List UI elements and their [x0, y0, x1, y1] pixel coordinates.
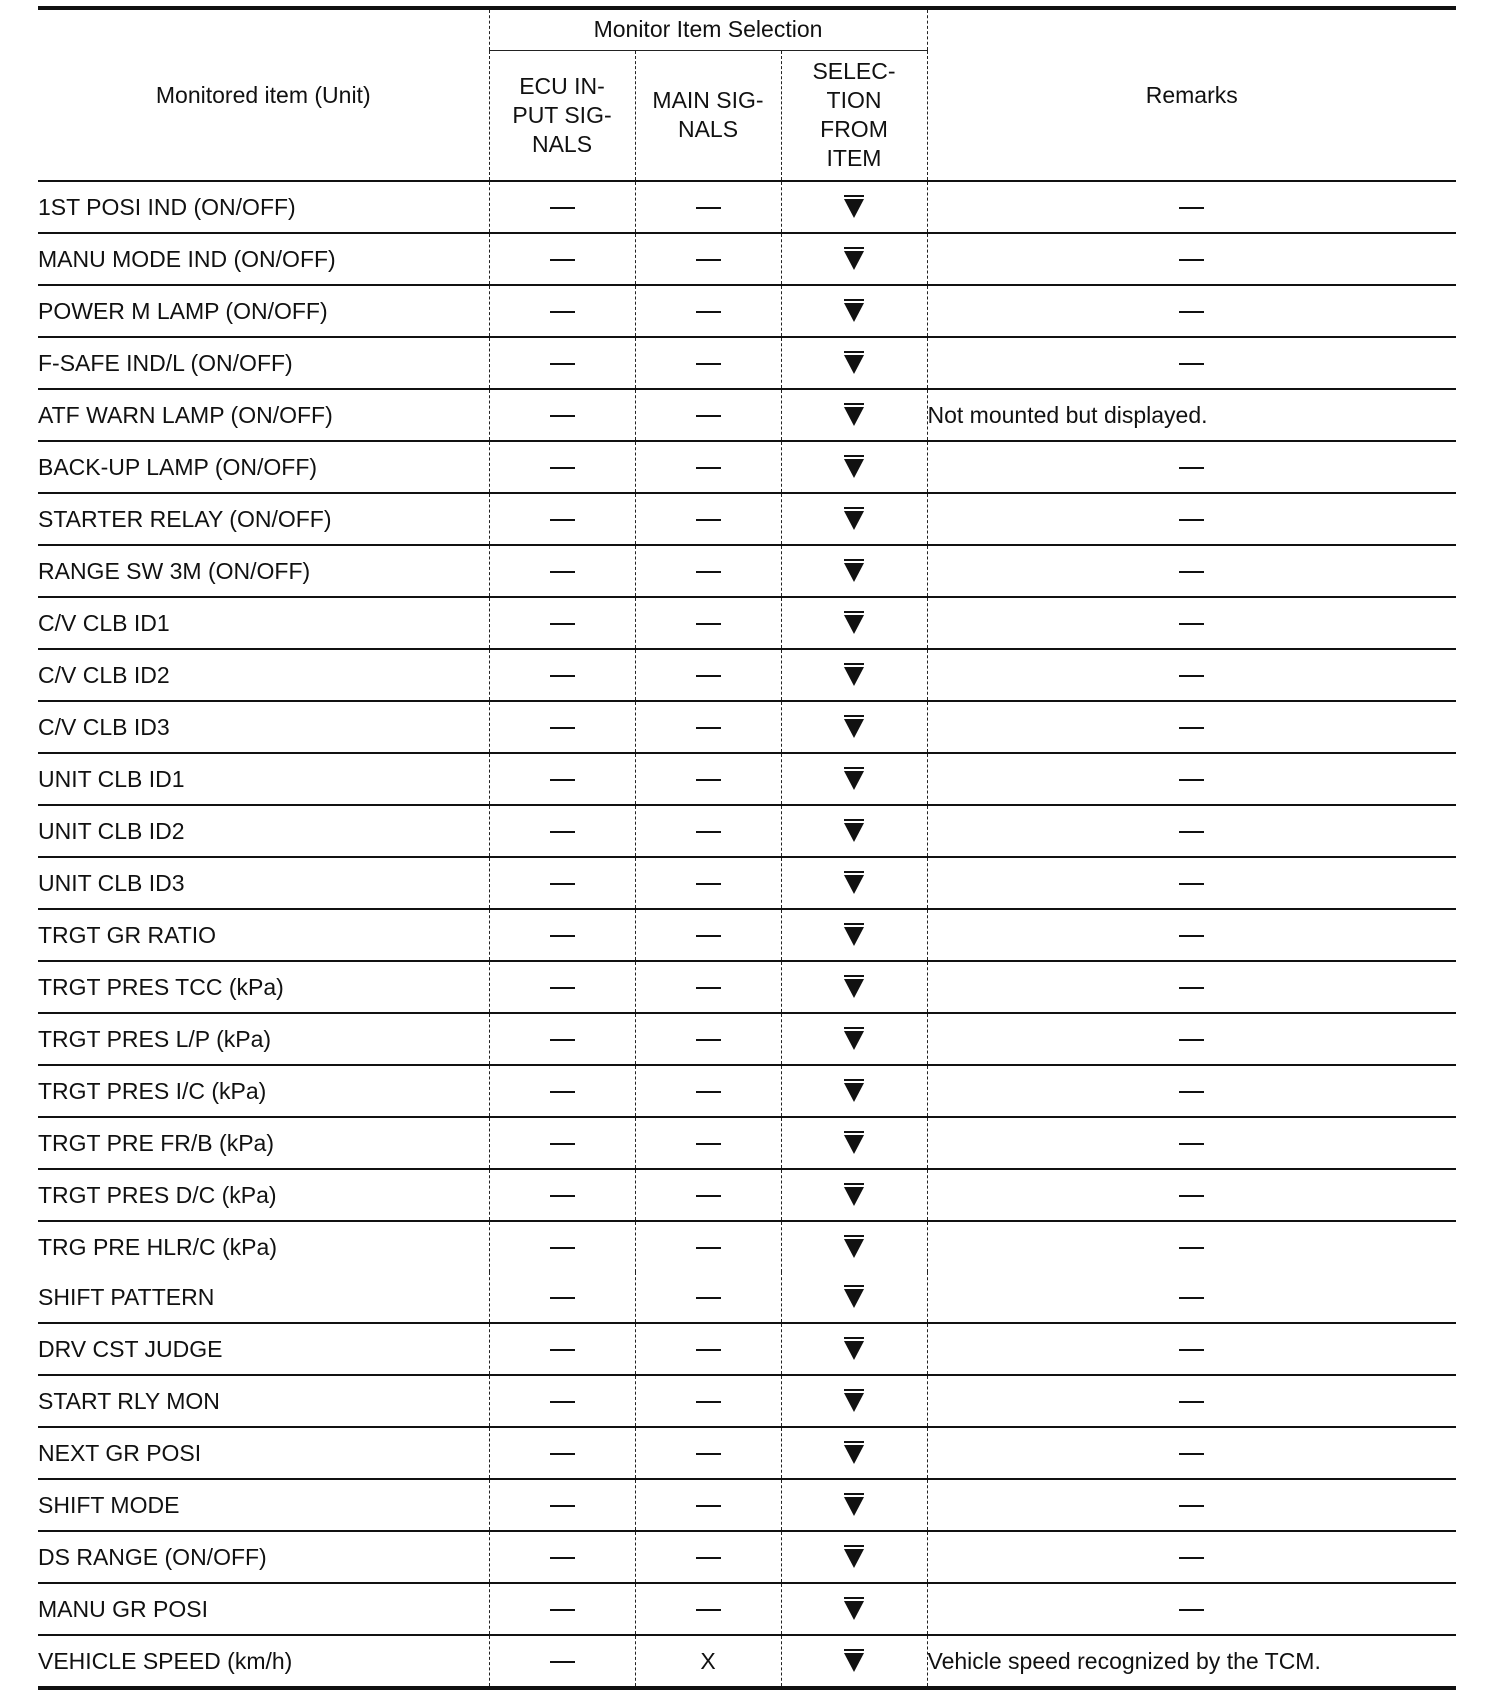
selection-cell	[781, 597, 927, 649]
main-signals-cell	[635, 1583, 781, 1635]
remarks-cell	[927, 701, 1456, 753]
monitored-item-cell: MANU MODE IND (ON/OFF)	[38, 233, 489, 285]
remarks-dash-mark	[1179, 1401, 1204, 1403]
main-signals-dash-mark	[696, 571, 721, 573]
main-signals-dash-mark	[696, 1349, 721, 1351]
main-signals-cell	[635, 285, 781, 337]
selection-cell	[781, 1221, 927, 1272]
remarks-cell	[927, 389, 1456, 441]
remarks-dash-mark	[1179, 1557, 1204, 1559]
table-row	[38, 1635, 1456, 1688]
monitored-item-cell: RANGE SW 3M (ON/OFF)	[38, 545, 489, 597]
remarks-cell	[927, 961, 1456, 1013]
remarks-dash-mark	[1179, 883, 1204, 885]
selection-cell	[781, 233, 927, 285]
remarks-dash-mark	[1179, 1349, 1204, 1351]
selection-triangle-icon	[844, 1187, 864, 1206]
monitored-item-cell: TRGT PRE FR/B (kPa)	[38, 1117, 489, 1169]
selection-cell	[781, 1065, 927, 1117]
main-signals-cell	[635, 1531, 781, 1583]
remarks-dash-mark	[1179, 779, 1204, 781]
selection-triangle-icon	[844, 1601, 864, 1620]
main-signals-dash-mark	[696, 987, 721, 989]
main-signals-cell	[635, 805, 781, 857]
monitor-item-table	[38, 6, 1456, 1690]
remarks-cell	[927, 597, 1456, 649]
monitored-item-cell: TRG PRE HLR/C (kPa)	[38, 1221, 489, 1272]
main-signals-cell	[635, 1323, 781, 1375]
remarks-text: Vehicle speed recognized by the TCM.	[927, 1647, 1321, 1674]
selection-cell	[781, 649, 927, 701]
selection-cell	[781, 389, 927, 441]
remarks-dash-mark	[1179, 987, 1204, 989]
table-row	[38, 1375, 1456, 1427]
selection-cell	[781, 545, 927, 597]
table-row	[38, 909, 1456, 961]
ecu-input-cell	[489, 597, 635, 649]
main-signals-dash-mark	[696, 1557, 721, 1559]
monitored-item-cell: ATF WARN LAMP (ON/OFF)	[38, 389, 489, 441]
table-row	[38, 1323, 1456, 1375]
main-signals-cell	[635, 1427, 781, 1479]
main-signals-cell	[635, 701, 781, 753]
ecu-input-cell	[489, 805, 635, 857]
monitored-item-cell: START RLY MON	[38, 1375, 489, 1427]
main-signals-cell	[635, 233, 781, 285]
header-ecu-input-signals: ECU IN- PUT SIG- NALS	[489, 50, 635, 181]
remarks-dash-mark	[1179, 935, 1204, 937]
main-signals-x-mark: X	[700, 1647, 716, 1674]
main-signals-dash-mark	[696, 623, 721, 625]
remarks-cell	[927, 181, 1456, 233]
remarks-cell	[927, 909, 1456, 961]
selection-triangle-icon	[844, 1341, 864, 1360]
remarks-dash-mark	[1179, 727, 1204, 729]
monitored-item-cell: C/V CLB ID3	[38, 701, 489, 753]
ecu-input-cell	[489, 1323, 635, 1375]
ecu-input-dash-mark	[550, 779, 575, 781]
selection-triangle-icon	[844, 1135, 864, 1154]
monitored-item-cell: C/V CLB ID2	[38, 649, 489, 701]
table-row	[38, 441, 1456, 493]
main-signals-dash-mark	[696, 1091, 721, 1093]
selection-triangle-icon	[844, 1393, 864, 1412]
main-signals-dash-mark	[696, 1195, 721, 1197]
ecu-input-cell	[489, 389, 635, 441]
remarks-dash-mark	[1179, 311, 1204, 313]
ecu-input-dash-mark	[550, 1143, 575, 1145]
ecu-input-dash-mark	[550, 1039, 575, 1041]
table-row	[38, 753, 1456, 805]
selection-triangle-icon	[844, 1497, 864, 1516]
ecu-input-dash-mark	[550, 1401, 575, 1403]
ecu-input-dash-mark	[550, 311, 575, 313]
main-signals-cell	[635, 597, 781, 649]
header-remarks: Remarks	[927, 8, 1456, 181]
ecu-input-cell	[489, 1583, 635, 1635]
monitored-item-cell: C/V CLB ID1	[38, 597, 489, 649]
ecu-input-cell	[489, 1375, 635, 1427]
ecu-input-dash-mark	[550, 1195, 575, 1197]
ecu-input-dash-mark	[550, 1297, 575, 1299]
remarks-cell	[927, 1065, 1456, 1117]
header-monitored-item: Monitored item (Unit)	[155, 81, 371, 108]
selection-triangle-icon	[844, 563, 864, 582]
remarks-cell	[927, 1169, 1456, 1221]
table-row	[38, 493, 1456, 545]
ecu-input-cell	[489, 1221, 635, 1272]
header-selection-from-item: SELEC- TION FROM ITEM	[781, 50, 927, 181]
ecu-input-cell	[489, 545, 635, 597]
selection-cell	[781, 701, 927, 753]
remarks-cell	[927, 1583, 1456, 1635]
selection-triangle-icon	[844, 771, 864, 790]
remarks-cell	[927, 1531, 1456, 1583]
remarks-cell	[927, 337, 1456, 389]
remarks-cell	[927, 1221, 1456, 1272]
remarks-dash-mark	[1179, 1195, 1204, 1197]
ecu-input-cell	[489, 909, 635, 961]
table-row	[38, 337, 1456, 389]
ecu-input-cell	[489, 701, 635, 753]
main-signals-cell	[635, 961, 781, 1013]
remarks-dash-mark	[1179, 623, 1204, 625]
ecu-input-dash-mark	[550, 207, 575, 209]
ecu-input-cell	[489, 441, 635, 493]
selection-cell	[781, 753, 927, 805]
ecu-input-cell	[489, 493, 635, 545]
main-signals-dash-mark	[696, 363, 721, 365]
ecu-input-dash-mark	[550, 1609, 575, 1611]
main-signals-dash-mark	[696, 1453, 721, 1455]
ecu-input-dash-mark	[550, 1091, 575, 1093]
remarks-cell	[927, 233, 1456, 285]
selection-triangle-icon	[844, 355, 864, 374]
selection-cell	[781, 337, 927, 389]
remarks-dash-mark	[1179, 831, 1204, 833]
ecu-input-cell	[489, 753, 635, 805]
remarks-dash-mark	[1179, 207, 1204, 209]
ecu-input-dash-mark	[550, 1247, 575, 1249]
selection-cell	[781, 1169, 927, 1221]
selection-triangle-icon	[844, 1031, 864, 1050]
table-row	[38, 597, 1456, 649]
remarks-cell	[927, 649, 1456, 701]
ecu-input-cell	[489, 857, 635, 909]
ecu-input-cell	[489, 337, 635, 389]
ecu-input-cell	[489, 1169, 635, 1221]
main-signals-cell	[635, 1065, 781, 1117]
remarks-dash-mark	[1179, 1091, 1204, 1093]
ecu-input-cell	[489, 1635, 635, 1688]
remarks-dash-mark	[1179, 259, 1204, 261]
monitored-item-cell: SHIFT MODE	[38, 1479, 489, 1531]
selection-cell	[781, 1375, 927, 1427]
selection-cell	[781, 1479, 927, 1531]
table-row	[38, 961, 1456, 1013]
remarks-cell	[927, 1013, 1456, 1065]
main-signals-cell	[635, 1169, 781, 1221]
selection-cell	[781, 493, 927, 545]
selection-cell	[781, 857, 927, 909]
table-row	[38, 1013, 1456, 1065]
selection-cell	[781, 805, 927, 857]
table-row	[38, 389, 1456, 441]
ecu-input-dash-mark	[550, 883, 575, 885]
ecu-input-dash-mark	[550, 1661, 575, 1663]
remarks-cell	[927, 1323, 1456, 1375]
monitored-item-cell: DRV CST JUDGE	[38, 1323, 489, 1375]
monitored-item-cell: DS RANGE (ON/OFF)	[38, 1531, 489, 1583]
main-signals-cell	[635, 1272, 781, 1323]
main-signals-cell	[635, 649, 781, 701]
selection-triangle-icon	[844, 511, 864, 530]
remarks-dash-mark	[1179, 1297, 1204, 1299]
main-signals-dash-mark	[696, 1609, 721, 1611]
ecu-input-dash-mark	[550, 571, 575, 573]
main-signals-cell	[635, 1479, 781, 1531]
remarks-dash-mark	[1179, 1505, 1204, 1507]
selection-cell	[781, 961, 927, 1013]
main-signals-dash-mark	[696, 311, 721, 313]
remarks-cell	[927, 805, 1456, 857]
remarks-dash-mark	[1179, 467, 1204, 469]
ecu-input-cell	[489, 649, 635, 701]
selection-cell	[781, 1117, 927, 1169]
ecu-input-dash-mark	[550, 259, 575, 261]
selection-cell	[781, 181, 927, 233]
selection-cell	[781, 1013, 927, 1065]
table-row	[38, 649, 1456, 701]
selection-cell	[781, 1635, 927, 1688]
selection-triangle-icon	[844, 1549, 864, 1568]
ecu-input-cell	[489, 233, 635, 285]
selection-cell	[781, 285, 927, 337]
remarks-dash-mark	[1179, 1609, 1204, 1611]
table-row	[38, 181, 1456, 233]
main-signals-dash-mark	[696, 1505, 721, 1507]
table-row	[38, 1427, 1456, 1479]
main-signals-cell	[635, 1375, 781, 1427]
ecu-input-cell	[489, 1065, 635, 1117]
monitored-item-cell: 1ST POSI IND (ON/OFF)	[38, 181, 489, 233]
table-row	[38, 233, 1456, 285]
remarks-cell	[927, 441, 1456, 493]
ecu-input-dash-mark	[550, 935, 575, 937]
main-signals-cell	[635, 389, 781, 441]
remarks-cell	[927, 1427, 1456, 1479]
main-signals-cell	[635, 493, 781, 545]
header-main-signals: MAIN SIG- NALS	[635, 50, 781, 181]
main-signals-dash-mark	[696, 831, 721, 833]
ecu-input-dash-mark	[550, 1557, 575, 1559]
remarks-cell	[927, 1375, 1456, 1427]
main-signals-dash-mark	[696, 415, 721, 417]
monitored-item-cell: STARTER RELAY (ON/OFF)	[38, 493, 489, 545]
table-row	[38, 1583, 1456, 1635]
table-row	[38, 1272, 1456, 1323]
selection-triangle-icon	[844, 303, 864, 322]
main-signals-dash-mark	[696, 1247, 721, 1249]
remarks-cell	[927, 857, 1456, 909]
selection-cell	[781, 1427, 927, 1479]
ecu-input-dash-mark	[550, 675, 575, 677]
remarks-cell	[927, 545, 1456, 597]
ecu-input-dash-mark	[550, 1349, 575, 1351]
ecu-input-cell	[489, 1013, 635, 1065]
selection-triangle-icon	[844, 667, 864, 686]
header-monitor-item-selection: Monitor Item Selection	[489, 8, 927, 50]
main-signals-dash-mark	[696, 467, 721, 469]
monitored-item-cell: UNIT CLB ID1	[38, 753, 489, 805]
remarks-cell	[927, 1272, 1456, 1323]
table-row	[38, 545, 1456, 597]
ecu-input-dash-mark	[550, 415, 575, 417]
ecu-input-cell	[489, 181, 635, 233]
selection-triangle-icon	[844, 1653, 864, 1672]
ecu-input-dash-mark	[550, 467, 575, 469]
ecu-input-dash-mark	[550, 519, 575, 521]
monitored-item-cell: POWER M LAMP (ON/OFF)	[38, 285, 489, 337]
selection-triangle-icon	[844, 1083, 864, 1102]
selection-triangle-icon	[844, 1445, 864, 1464]
table-row	[38, 1221, 1456, 1272]
monitored-item-cell: SHIFT PATTERN	[38, 1283, 215, 1310]
main-signals-dash-mark	[696, 519, 721, 521]
selection-triangle-icon	[844, 199, 864, 218]
main-signals-dash-mark	[696, 883, 721, 885]
selection-triangle-icon	[844, 927, 864, 946]
main-signals-dash-mark	[696, 207, 721, 209]
remarks-cell	[927, 493, 1456, 545]
table-row	[38, 701, 1456, 753]
selection-triangle-icon	[844, 823, 864, 842]
monitored-item-cell: TRGT GR RATIO	[38, 909, 489, 961]
ecu-input-cell	[489, 1479, 635, 1531]
remarks-dash-mark	[1179, 519, 1204, 521]
main-signals-cell	[635, 857, 781, 909]
selection-triangle-icon	[844, 407, 864, 426]
monitored-item-cell: F-SAFE IND/L (ON/OFF)	[38, 337, 489, 389]
ecu-input-cell	[489, 285, 635, 337]
main-signals-cell	[635, 181, 781, 233]
monitored-item-cell: TRGT PRES L/P (kPa)	[38, 1013, 489, 1065]
selection-triangle-icon	[844, 719, 864, 738]
table-body	[38, 181, 1456, 1688]
selection-triangle-icon	[844, 615, 864, 634]
ecu-input-dash-mark	[550, 987, 575, 989]
ecu-input-dash-mark	[550, 1453, 575, 1455]
monitored-item-cell: VEHICLE SPEED (km/h)	[38, 1635, 489, 1688]
main-signals-dash-mark	[696, 675, 721, 677]
ecu-input-dash-mark	[550, 623, 575, 625]
main-signals-cell	[635, 909, 781, 961]
ecu-input-cell	[489, 1117, 635, 1169]
main-signals-dash-mark	[696, 935, 721, 937]
main-signals-dash-mark	[696, 1143, 721, 1145]
ecu-input-cell	[489, 961, 635, 1013]
selection-cell	[781, 909, 927, 961]
main-signals-dash-mark	[696, 727, 721, 729]
ecu-input-dash-mark	[550, 727, 575, 729]
monitored-item-cell: MANU GR POSI	[38, 1583, 489, 1635]
selection-cell	[781, 1531, 927, 1583]
table-row	[38, 285, 1456, 337]
remarks-cell	[927, 285, 1456, 337]
monitored-item-cell: BACK-UP LAMP (ON/OFF)	[38, 441, 489, 493]
main-signals-cell	[635, 337, 781, 389]
remarks-cell	[927, 753, 1456, 805]
ecu-input-dash-mark	[550, 831, 575, 833]
remarks-dash-mark	[1179, 1453, 1204, 1455]
remarks-cell	[927, 1117, 1456, 1169]
ecu-input-cell	[489, 1272, 635, 1323]
monitored-item-cell: NEXT GR POSI	[38, 1427, 489, 1479]
ecu-input-cell	[489, 1427, 635, 1479]
main-signals-dash-mark	[696, 1401, 721, 1403]
remarks-dash-mark	[1179, 1143, 1204, 1145]
ecu-input-dash-mark	[550, 363, 575, 365]
monitored-item-cell: TRGT PRES D/C (kPa)	[38, 1169, 489, 1221]
table-row	[38, 805, 1456, 857]
table-row	[38, 1479, 1456, 1531]
monitored-item-cell: UNIT CLB ID2	[38, 805, 489, 857]
table-row	[38, 1531, 1456, 1583]
selection-cell	[781, 1583, 927, 1635]
table-row	[38, 857, 1456, 909]
table-row	[38, 1065, 1456, 1117]
main-signals-cell	[635, 545, 781, 597]
remarks-dash-mark	[1179, 675, 1204, 677]
remarks-text: Not mounted but displayed.	[927, 401, 1208, 428]
main-signals-dash-mark	[696, 1039, 721, 1041]
main-signals-cell	[635, 1117, 781, 1169]
remarks-dash-mark	[1179, 1247, 1204, 1249]
monitored-item-cell: TRGT PRES I/C (kPa)	[38, 1065, 489, 1117]
table-row	[38, 1169, 1456, 1221]
main-signals-cell	[635, 441, 781, 493]
ecu-input-cell	[489, 1531, 635, 1583]
main-signals-dash-mark	[696, 1297, 721, 1299]
remarks-dash-mark	[1179, 363, 1204, 365]
selection-triangle-icon	[844, 1239, 864, 1258]
main-signals-cell	[635, 1013, 781, 1065]
selection-cell	[781, 1323, 927, 1375]
main-signals-cell	[635, 753, 781, 805]
main-signals-dash-mark	[696, 259, 721, 261]
monitored-item-cell: TRGT PRES TCC (kPa)	[38, 961, 489, 1013]
main-signals-cell	[635, 1221, 781, 1272]
selection-triangle-icon	[844, 251, 864, 270]
table-row	[38, 1117, 1456, 1169]
main-signals-dash-mark	[696, 779, 721, 781]
ecu-input-dash-mark	[550, 1505, 575, 1507]
monitored-item-cell: UNIT CLB ID3	[38, 857, 489, 909]
remarks-dash-mark	[1179, 571, 1204, 573]
main-signals-cell	[635, 1635, 781, 1688]
remarks-cell	[927, 1635, 1456, 1688]
selection-triangle-icon	[844, 875, 864, 894]
remarks-cell	[927, 1479, 1456, 1531]
selection-triangle-icon	[844, 459, 864, 478]
selection-triangle-icon	[844, 979, 864, 998]
selection-triangle-icon	[844, 1289, 864, 1308]
selection-cell	[781, 441, 927, 493]
selection-cell	[781, 1272, 927, 1323]
remarks-dash-mark	[1179, 1039, 1204, 1041]
